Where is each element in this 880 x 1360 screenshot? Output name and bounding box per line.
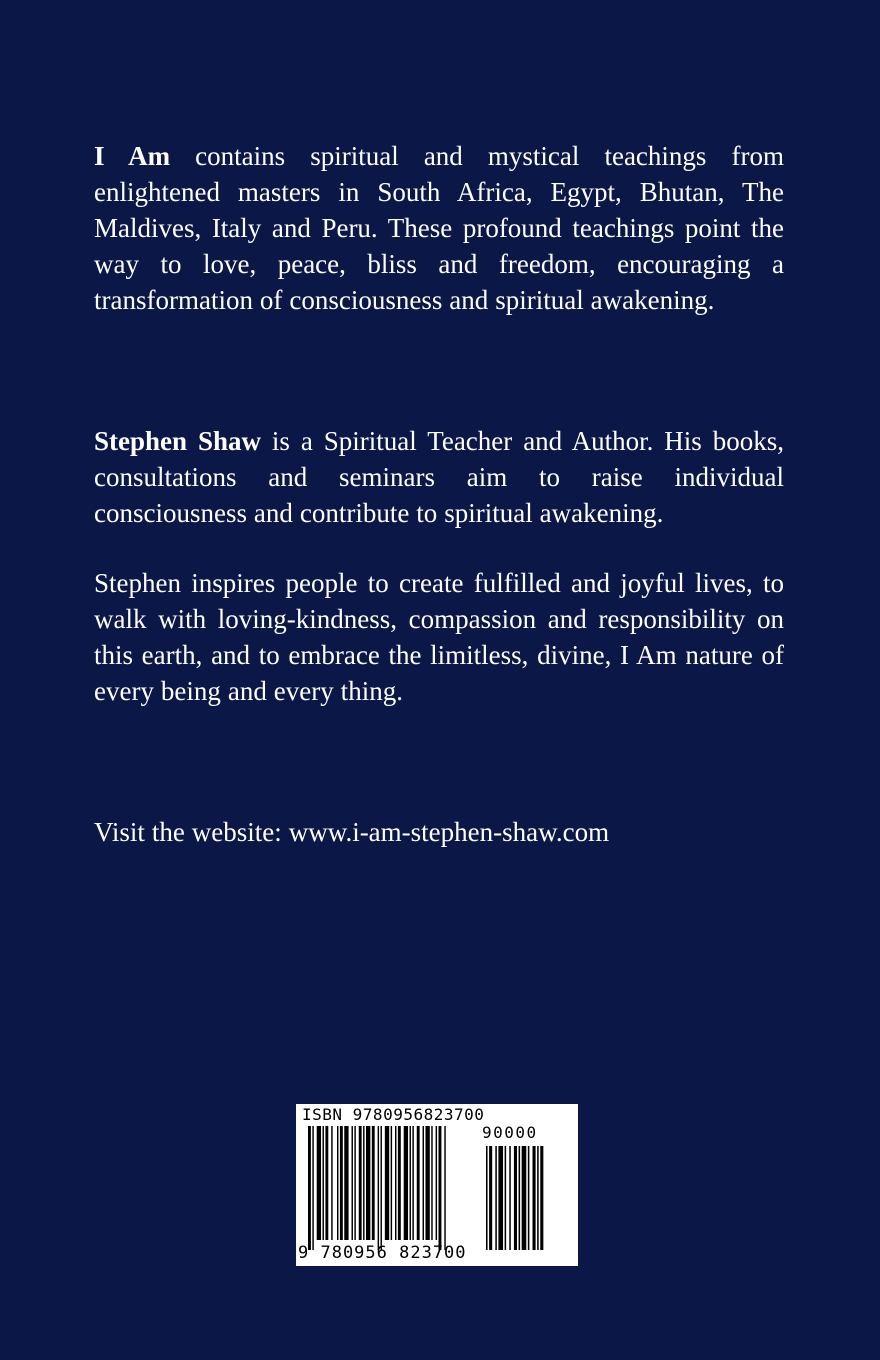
- book-description: [94, 138, 784, 318]
- book-title: I Am: [94, 141, 171, 171]
- author-name: Stephen Shaw: [94, 426, 261, 456]
- barcode-bars: [296, 1104, 578, 1266]
- website-line: Visit the website: www.i-am-stephen-shaw.com: [94, 817, 610, 847]
- author-inspiration: Stephen inspires people to create fulfilled and joyful lives, to walk with loving-kindness, compassion and responsibility on this earth, and to embrace the limitless, divine, I Am nature of every being and every thing.: [94, 568, 784, 706]
- author-bio: [94, 423, 784, 531]
- book-description-text: contains spiritual and mystical teachings from enlightened masters in South Africa, Egypt, Bhutan, The Maldives, Italy and Peru. These profound teachings point the way to love, peace, bliss and freedom, encouraging a transformation of consciousness and spiritual awakening.: [94, 141, 784, 315]
- isbn-barcode: [296, 1104, 578, 1266]
- author-bio-text: is a Spiritual Teacher and Author. His books, consultations and seminars aim to raise individual consciousness and contribute to spiritual awakening.: [94, 426, 784, 528]
- isbn-label: ISBN 9780956823700: [302, 1105, 485, 1124]
- barcode-digits: 9 780956 823700: [298, 1243, 467, 1263]
- price-addon-code: 90000: [482, 1123, 538, 1142]
